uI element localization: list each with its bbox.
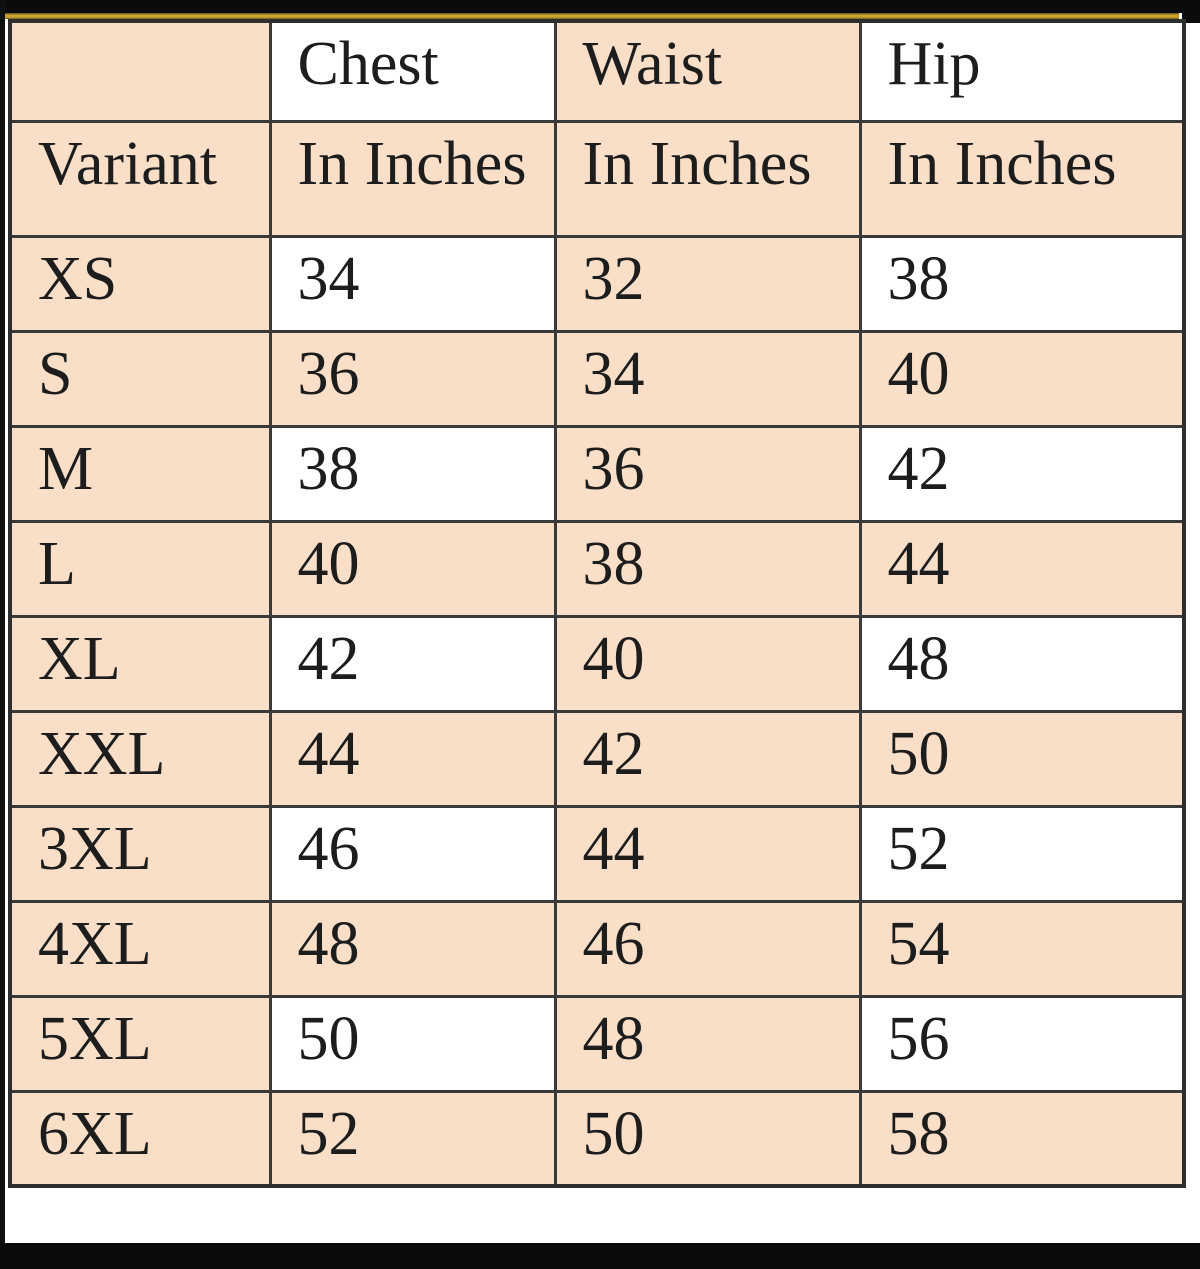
table-row <box>10 901 1184 996</box>
variant-header-cell: Variant <box>10 121 270 236</box>
table-row <box>10 1091 1184 1186</box>
chest-cell: 34 <box>270 236 555 331</box>
waist-header-cell: Waist <box>555 21 860 121</box>
size-chart-table <box>8 19 1186 1188</box>
hip-cell: 42 <box>860 426 1184 521</box>
chest-cell: 36 <box>270 331 555 426</box>
chest-cell: 52 <box>270 1091 555 1186</box>
waist-cell: 44 <box>555 806 860 901</box>
hip-cell: 56 <box>860 996 1184 1091</box>
chest-cell: 50 <box>270 996 555 1091</box>
variant-cell: S <box>10 331 270 426</box>
variant-cell: 4XL <box>10 901 270 996</box>
table-row <box>10 521 1184 616</box>
waist-cell: 32 <box>555 236 860 331</box>
chest-cell: 40 <box>270 521 555 616</box>
table-row <box>10 806 1184 901</box>
variant-cell: 5XL <box>10 996 270 1091</box>
bottom-black-bar <box>0 1243 1200 1269</box>
chest-cell: 46 <box>270 806 555 901</box>
waist-unit-cell: In Inches <box>555 121 860 236</box>
hip-cell: 54 <box>860 901 1184 996</box>
waist-cell: 50 <box>555 1091 860 1186</box>
chest-unit-cell: In Inches <box>270 121 555 236</box>
table-row <box>10 996 1184 1091</box>
chest-header-cell: Chest <box>270 21 555 121</box>
chest-cell: 42 <box>270 616 555 711</box>
hip-cell: 44 <box>860 521 1184 616</box>
hip-cell: 50 <box>860 711 1184 806</box>
waist-cell: 46 <box>555 901 860 996</box>
top-black-bar <box>0 0 1200 13</box>
variant-cell: M <box>10 426 270 521</box>
variant-cell: XS <box>10 236 270 331</box>
hip-header-cell: Hip <box>860 21 1184 121</box>
hip-cell: 40 <box>860 331 1184 426</box>
table-row <box>10 711 1184 806</box>
waist-cell: 34 <box>555 331 860 426</box>
table-row <box>10 236 1184 331</box>
hip-cell: 48 <box>860 616 1184 711</box>
chest-cell: 48 <box>270 901 555 996</box>
measure-header-row <box>10 21 1184 121</box>
waist-cell: 38 <box>555 521 860 616</box>
table-row <box>10 331 1184 426</box>
chest-cell: 44 <box>270 711 555 806</box>
table-row <box>10 426 1184 521</box>
left-black-edge <box>0 0 5 1269</box>
corner-cell <box>10 21 270 121</box>
size-chart-body <box>10 21 1184 1186</box>
variant-cell: XL <box>10 616 270 711</box>
hip-cell: 52 <box>860 806 1184 901</box>
variant-cell: L <box>10 521 270 616</box>
waist-cell: 40 <box>555 616 860 711</box>
hip-cell: 58 <box>860 1091 1184 1186</box>
hip-cell: 38 <box>860 236 1184 331</box>
variant-cell: 3XL <box>10 806 270 901</box>
waist-cell: 48 <box>555 996 860 1091</box>
unit-header-row <box>10 121 1184 236</box>
hip-unit-cell: In Inches <box>860 121 1184 236</box>
chest-cell: 38 <box>270 426 555 521</box>
variant-cell: XXL <box>10 711 270 806</box>
variant-cell: 6XL <box>10 1091 270 1186</box>
waist-cell: 42 <box>555 711 860 806</box>
table-row <box>10 616 1184 711</box>
waist-cell: 36 <box>555 426 860 521</box>
